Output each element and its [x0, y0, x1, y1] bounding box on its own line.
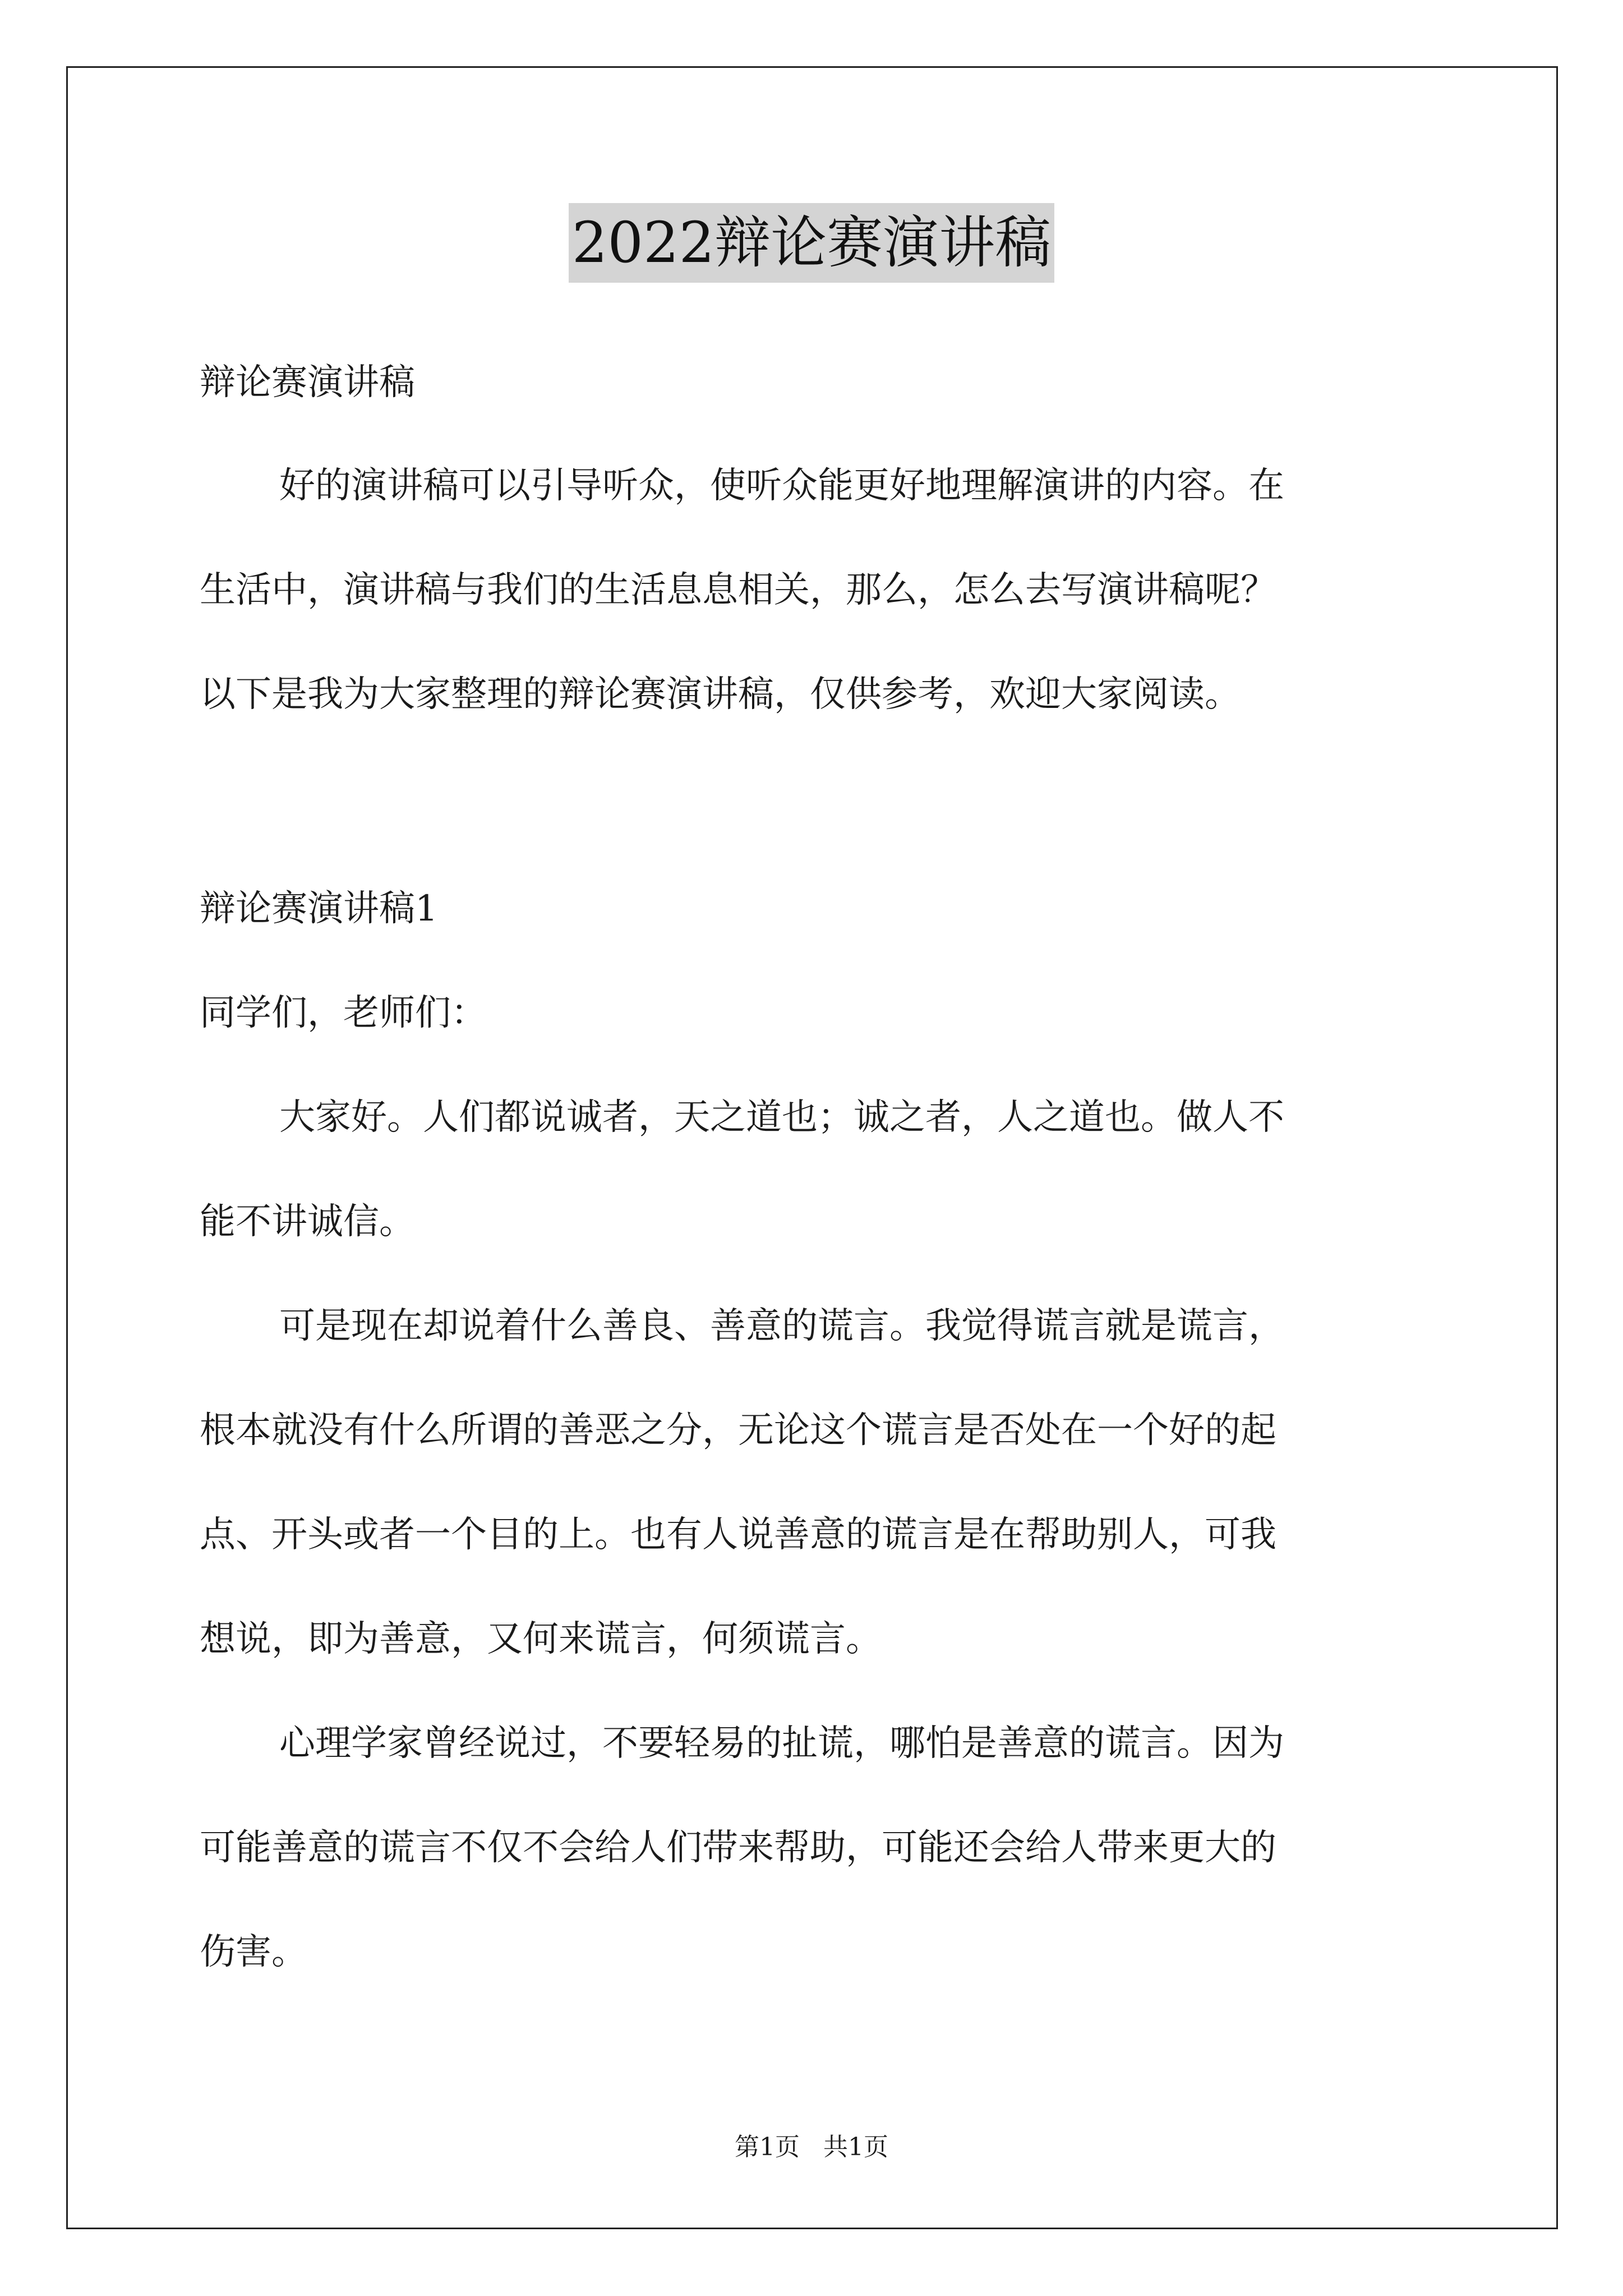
paragraph-line: 想说，即为善意，又何来谎言，何须谎言。 [200, 1618, 882, 1660]
salutation: 同学们，老师们： [200, 992, 487, 1034]
paragraph-line: 点、开头或者一个目的上。也有人说善意的谎言是在帮助别人，可我 [200, 1514, 1276, 1556]
paragraph-line: 大家好。人们都说诚者，天之道也；诚之者，人之道也。做人不 [279, 1097, 1284, 1138]
document-title: 2022辩论赛演讲稿 [569, 203, 1055, 283]
paragraph-line: 可能善意的谎言不仅不会给人们带来帮助，可能还会给人带来更大的 [200, 1827, 1276, 1869]
paragraph-line: 根本就没有什么所谓的善恶之分，无论这个谎言是否处在一个好的起 [200, 1410, 1276, 1451]
page-footer: 第1页 共1页 [735, 2133, 888, 2161]
paragraph-line: 伤害。 [200, 1931, 307, 1973]
speech-heading: 辩论赛演讲稿1 [200, 888, 438, 930]
section-heading: 辩论赛演讲稿 [200, 362, 415, 403]
title-container [0, 203, 1623, 283]
intro-paragraph-line: 以下是我为大家整理的辩论赛演讲稿，仅供参考，欢迎大家阅读。 [200, 674, 1241, 715]
paragraph-line: 可是现在却说着什么善良、善意的谎言。我觉得谎言就是谎言， [279, 1305, 1284, 1347]
paragraph-line: 能不讲诚信。 [200, 1201, 415, 1243]
intro-paragraph-line: 生活中，演讲稿与我们的生活息息相关，那么，怎么去写演讲稿呢？ [200, 569, 1276, 611]
intro-paragraph-line: 好的演讲稿可以引导听众，使听众能更好地理解演讲的内容。在 [279, 465, 1284, 507]
paragraph-line: 心理学家曾经说过，不要轻易的扯谎，哪怕是善意的谎言。因为 [279, 1723, 1284, 1764]
